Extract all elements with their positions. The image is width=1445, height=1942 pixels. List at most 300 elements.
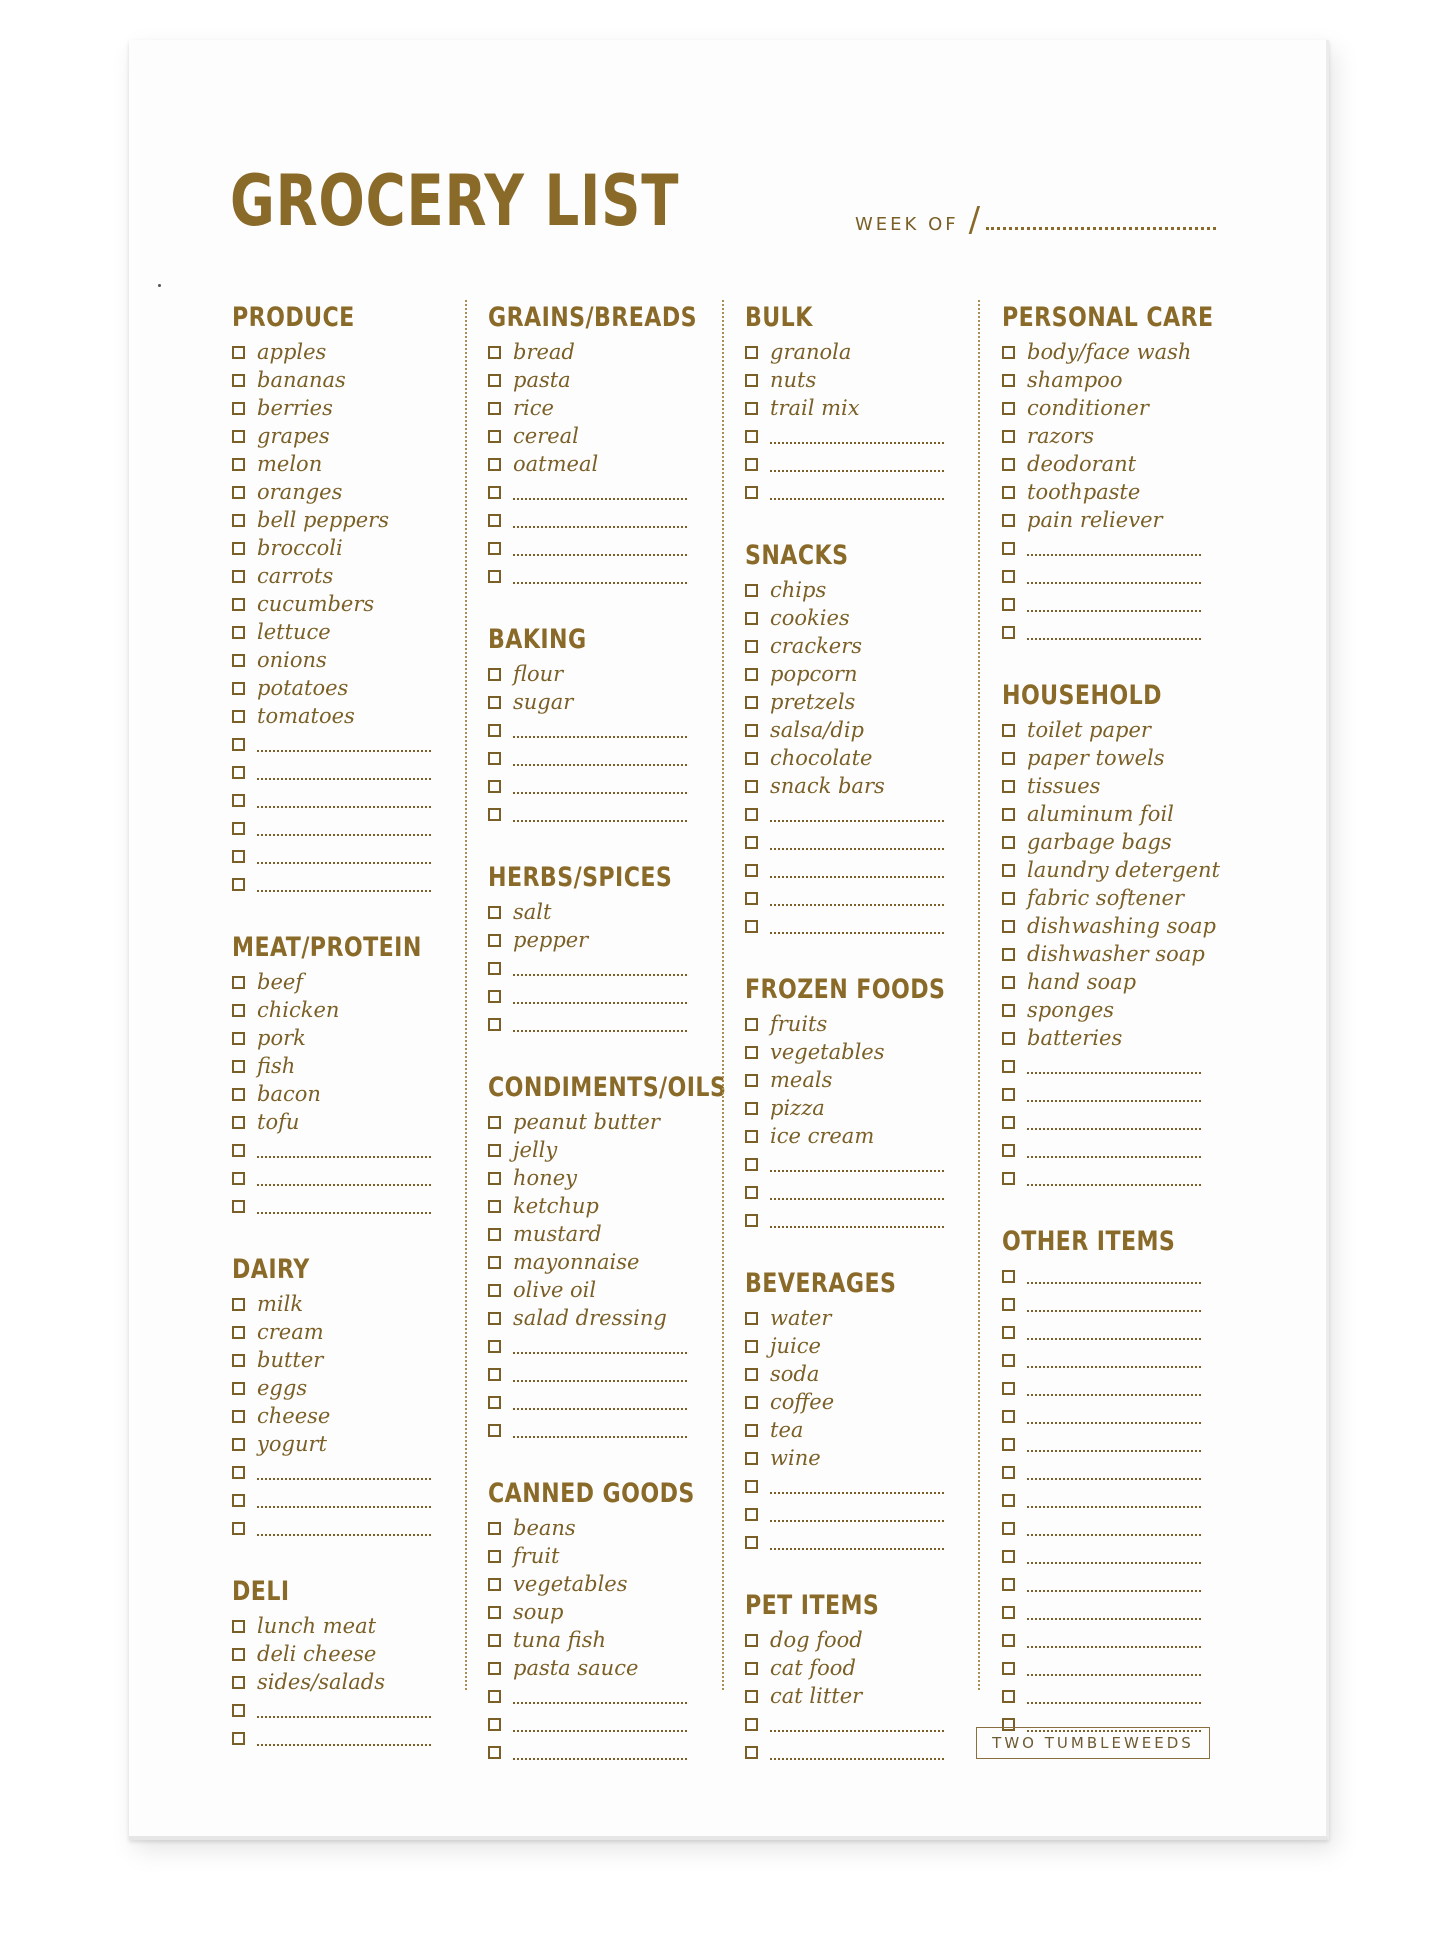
checkbox[interactable] (232, 766, 245, 779)
checkbox[interactable] (488, 1340, 501, 1353)
checkbox[interactable] (1002, 1060, 1015, 1073)
checkbox[interactable] (1002, 458, 1015, 471)
blank-line[interactable] (513, 1688, 687, 1704)
checkbox[interactable] (745, 1662, 758, 1675)
checkbox[interactable] (232, 430, 245, 443)
checkbox[interactable] (1002, 542, 1015, 555)
item-label: butter (257, 1348, 324, 1372)
checkbox[interactable] (745, 1018, 758, 1031)
checkbox[interactable] (232, 1060, 245, 1073)
checkbox[interactable] (488, 668, 501, 681)
section-title: PRODUCE (232, 302, 355, 333)
item-label: honey (513, 1166, 577, 1190)
list-item (745, 1122, 955, 1150)
blank-line[interactable] (257, 1142, 431, 1158)
blank-item (745, 1206, 955, 1234)
blank-line[interactable] (1027, 1492, 1201, 1508)
blank-line[interactable] (1027, 1058, 1201, 1074)
blank-line[interactable] (1027, 1324, 1201, 1340)
checkbox[interactable] (1002, 598, 1015, 611)
checkbox[interactable] (745, 752, 758, 765)
checkbox[interactable] (488, 1606, 501, 1619)
checkbox[interactable] (488, 780, 501, 793)
checkbox[interactable] (1002, 1144, 1015, 1157)
checkbox[interactable] (1002, 1690, 1015, 1703)
checkbox[interactable] (745, 1690, 758, 1703)
blank-item (488, 1010, 698, 1038)
blank-line[interactable] (1027, 1352, 1201, 1368)
blank-line[interactable] (770, 1744, 944, 1760)
blank-line[interactable] (513, 806, 687, 822)
item-label: bread (513, 340, 575, 364)
checkbox[interactable] (1002, 514, 1015, 527)
blank-line[interactable] (1027, 1576, 1201, 1592)
blank-line[interactable] (1027, 1268, 1201, 1284)
checkbox[interactable] (1002, 1326, 1015, 1339)
section-title: HOUSEHOLD (1002, 680, 1162, 711)
item-label: juice (770, 1334, 821, 1358)
blank-line[interactable] (770, 834, 944, 850)
checkbox[interactable] (488, 1718, 501, 1731)
checkbox[interactable] (232, 346, 245, 359)
checkbox[interactable] (488, 990, 501, 1003)
blank-line[interactable] (770, 1184, 944, 1200)
checkbox[interactable] (488, 1312, 501, 1325)
checkbox[interactable] (488, 752, 501, 765)
checkbox[interactable] (745, 1046, 758, 1059)
blank-line[interactable] (770, 806, 944, 822)
checkbox[interactable] (232, 570, 245, 583)
checkbox[interactable] (1002, 1550, 1015, 1563)
checkbox[interactable] (232, 1200, 245, 1213)
checkbox[interactable] (745, 612, 758, 625)
blank-item (1002, 1486, 1212, 1514)
checkbox[interactable] (1002, 626, 1015, 639)
blank-line[interactable] (513, 722, 687, 738)
checkbox[interactable] (488, 934, 501, 947)
checkbox[interactable] (1002, 752, 1015, 765)
blank-line[interactable] (513, 1422, 687, 1438)
item-label: hand soap (1027, 970, 1137, 994)
checkbox[interactable] (232, 1326, 245, 1339)
checkbox[interactable] (232, 654, 245, 667)
blank-line[interactable] (1027, 1604, 1201, 1620)
checkbox[interactable] (745, 668, 758, 681)
item-label: tuna fish (513, 1628, 606, 1652)
checkbox[interactable] (232, 598, 245, 611)
blank-line[interactable] (770, 428, 944, 444)
checkbox[interactable] (488, 402, 501, 415)
checkbox[interactable] (1002, 976, 1015, 989)
blank-line[interactable] (1027, 1296, 1201, 1312)
checkbox[interactable] (232, 1494, 245, 1507)
checkbox[interactable] (488, 1200, 501, 1213)
checkbox[interactable] (745, 1186, 758, 1199)
checkbox[interactable] (232, 1466, 245, 1479)
checkbox[interactable] (488, 1662, 501, 1675)
checkbox[interactable] (488, 486, 501, 499)
blank-line[interactable] (770, 1506, 944, 1522)
blank-line[interactable] (1027, 1660, 1201, 1676)
checkbox[interactable] (1002, 1382, 1015, 1395)
checkbox[interactable] (745, 584, 758, 597)
list-item (488, 1654, 698, 1682)
checkbox[interactable] (1002, 1606, 1015, 1619)
checkbox[interactable] (232, 626, 245, 639)
checkbox[interactable] (745, 346, 758, 359)
checkbox[interactable] (1002, 1522, 1015, 1535)
list-item (488, 338, 698, 366)
checkbox[interactable] (745, 486, 758, 499)
checkbox[interactable] (1002, 1466, 1015, 1479)
checkbox[interactable] (232, 1382, 245, 1395)
checkbox[interactable] (1002, 1004, 1015, 1017)
checkbox[interactable] (232, 850, 245, 863)
blank-line[interactable] (513, 1366, 687, 1382)
blank-line[interactable] (257, 848, 431, 864)
checkbox[interactable] (1002, 402, 1015, 415)
checkbox[interactable] (232, 822, 245, 835)
blank-line[interactable] (257, 1170, 431, 1186)
checkbox[interactable] (1002, 808, 1015, 821)
checkbox[interactable] (1002, 1270, 1015, 1283)
checkbox[interactable] (488, 542, 501, 555)
blank-line[interactable] (257, 820, 431, 836)
item-label: pork (257, 1026, 306, 1050)
checkbox[interactable] (745, 640, 758, 653)
blank-line[interactable] (770, 1534, 944, 1550)
checkbox[interactable] (232, 682, 245, 695)
checkbox[interactable] (745, 1074, 758, 1087)
blank-item (745, 1528, 955, 1556)
checkbox[interactable] (1002, 1172, 1015, 1185)
blank-line[interactable] (257, 1492, 431, 1508)
checkbox[interactable] (745, 1102, 758, 1115)
checkbox[interactable] (1002, 1354, 1015, 1367)
item-label: onions (257, 648, 327, 672)
checkbox[interactable] (232, 542, 245, 555)
blank-line[interactable] (770, 484, 944, 500)
checkbox[interactable] (488, 514, 501, 527)
list-item (232, 968, 442, 996)
checkbox[interactable] (1002, 780, 1015, 793)
checkbox[interactable] (232, 1648, 245, 1661)
section-grains-breads (488, 300, 698, 590)
blank-line[interactable] (257, 764, 431, 780)
checkbox[interactable] (745, 780, 758, 793)
checkbox[interactable] (1002, 864, 1015, 877)
blank-line[interactable] (1027, 624, 1201, 640)
blank-line[interactable] (1027, 1170, 1201, 1186)
item-label: fruit (513, 1544, 560, 1568)
blank-line[interactable] (513, 512, 687, 528)
checkbox[interactable] (745, 1312, 758, 1325)
checkbox[interactable] (232, 1004, 245, 1017)
blank-line[interactable] (1027, 1520, 1201, 1536)
list-item (232, 996, 442, 1024)
list-item (488, 898, 698, 926)
checkbox[interactable] (745, 1158, 758, 1171)
checkbox[interactable] (1002, 1032, 1015, 1045)
checkbox[interactable] (488, 1144, 501, 1157)
checkbox[interactable] (745, 808, 758, 821)
checkbox[interactable] (232, 1032, 245, 1045)
section-title: BULK (745, 302, 813, 333)
checkbox[interactable] (1002, 1298, 1015, 1311)
blank-line[interactable] (770, 890, 944, 906)
blank-line[interactable] (770, 1478, 944, 1494)
checkbox[interactable] (232, 710, 245, 723)
checkbox[interactable] (488, 1550, 501, 1563)
checkbox[interactable] (488, 1284, 501, 1297)
week-of-field[interactable] (855, 200, 1216, 240)
checkbox[interactable] (232, 738, 245, 751)
checkbox[interactable] (488, 346, 501, 359)
checkbox[interactable] (1002, 1116, 1015, 1129)
blank-line[interactable] (1027, 1380, 1201, 1396)
checkbox[interactable] (745, 1368, 758, 1381)
checkbox[interactable] (1002, 486, 1015, 499)
blank-line[interactable] (257, 1198, 431, 1214)
checkbox[interactable] (232, 1298, 245, 1311)
checkbox[interactable] (232, 1704, 245, 1717)
checkbox[interactable] (745, 892, 758, 905)
list-item (488, 1276, 698, 1304)
checkbox[interactable] (488, 696, 501, 709)
checkbox[interactable] (488, 458, 501, 471)
blank-line[interactable] (513, 1338, 687, 1354)
section-bulk (745, 300, 955, 506)
item-label: chips (770, 578, 827, 602)
list-item (745, 1094, 955, 1122)
checkbox[interactable] (232, 1144, 245, 1157)
blank-line[interactable] (770, 1156, 944, 1172)
list-item (488, 1164, 698, 1192)
list-item (488, 926, 698, 954)
blank-line[interactable] (770, 918, 944, 934)
checkbox[interactable] (488, 906, 501, 919)
checkbox[interactable] (1002, 1494, 1015, 1507)
checkbox[interactable] (1002, 1578, 1015, 1591)
checkbox[interactable] (745, 1480, 758, 1493)
checkbox[interactable] (232, 1620, 245, 1633)
checkbox[interactable] (488, 1396, 501, 1409)
checkbox[interactable] (232, 878, 245, 891)
blank-line[interactable] (770, 1716, 944, 1732)
checkbox[interactable] (232, 1354, 245, 1367)
checkbox[interactable] (488, 962, 501, 975)
checkbox[interactable] (1002, 430, 1015, 443)
item-label: granola (770, 340, 852, 364)
checkbox[interactable] (1002, 892, 1015, 905)
item-label: razors (1027, 424, 1095, 448)
blank-item (745, 884, 955, 912)
blank-item (745, 856, 955, 884)
blank-line[interactable] (257, 1702, 431, 1718)
checkbox[interactable] (1002, 1438, 1015, 1451)
blank-line[interactable] (1027, 1548, 1201, 1564)
checkbox[interactable] (488, 1424, 501, 1437)
checkbox[interactable] (488, 374, 501, 387)
blank-line[interactable] (513, 1744, 687, 1760)
checkbox[interactable] (1002, 836, 1015, 849)
checkbox[interactable] (745, 1396, 758, 1409)
checkbox[interactable] (745, 1452, 758, 1465)
blank-item (232, 1486, 442, 1514)
blank-line[interactable] (1027, 1436, 1201, 1452)
blank-line[interactable] (257, 876, 431, 892)
checkbox[interactable] (1002, 1634, 1015, 1647)
checkbox[interactable] (745, 402, 758, 415)
blank-line[interactable] (257, 1464, 431, 1480)
blank-item (1002, 1136, 1212, 1164)
blank-line[interactable] (513, 568, 687, 584)
checkbox[interactable] (745, 724, 758, 737)
checkbox[interactable] (232, 1116, 245, 1129)
blank-line[interactable] (1027, 1142, 1201, 1158)
blank-line[interactable] (770, 862, 944, 878)
checkbox[interactable] (232, 1732, 245, 1745)
checkbox[interactable] (1002, 1410, 1015, 1423)
list-item (232, 338, 442, 366)
checkbox[interactable] (232, 976, 245, 989)
checkbox[interactable] (1002, 1662, 1015, 1675)
checkbox[interactable] (1002, 374, 1015, 387)
checkbox[interactable] (232, 458, 245, 471)
blank-line[interactable] (513, 778, 687, 794)
checkbox[interactable] (232, 1172, 245, 1185)
checkbox[interactable] (745, 836, 758, 849)
checkbox[interactable] (232, 1438, 245, 1451)
checkbox[interactable] (232, 374, 245, 387)
item-label: salad dressing (513, 1306, 667, 1330)
blank-line[interactable] (1027, 596, 1201, 612)
checkbox[interactable] (488, 1634, 501, 1647)
blank-line[interactable] (770, 1212, 944, 1228)
blank-line[interactable] (1027, 1114, 1201, 1130)
checkbox[interactable] (745, 458, 758, 471)
blank-line[interactable] (770, 456, 944, 472)
checkbox[interactable] (745, 864, 758, 877)
item-label: cream (257, 1320, 324, 1344)
checkbox[interactable] (488, 1018, 501, 1031)
blank-line[interactable] (513, 960, 687, 976)
checkbox[interactable] (745, 1536, 758, 1549)
list-item (232, 1430, 442, 1458)
item-label: pizza (770, 1096, 825, 1120)
checkbox[interactable] (745, 1718, 758, 1731)
checkbox[interactable] (232, 486, 245, 499)
blank-line[interactable] (257, 792, 431, 808)
checkbox[interactable] (745, 1424, 758, 1437)
checkbox[interactable] (1002, 920, 1015, 933)
checkbox[interactable] (745, 1340, 758, 1353)
checkbox[interactable] (745, 1130, 758, 1143)
blank-line[interactable] (513, 1716, 687, 1732)
blank-line[interactable] (1027, 1464, 1201, 1480)
list-item (1002, 884, 1212, 912)
blank-line[interactable] (513, 1016, 687, 1032)
checkbox[interactable] (488, 724, 501, 737)
checkbox[interactable] (488, 1578, 501, 1591)
blank-item (745, 912, 955, 940)
checkbox[interactable] (745, 1214, 758, 1227)
checkbox[interactable] (745, 696, 758, 709)
checkbox[interactable] (232, 1088, 245, 1101)
blank-line[interactable] (513, 484, 687, 500)
blank-item (488, 478, 698, 506)
item-label: sides/salads (257, 1670, 385, 1694)
checkbox[interactable] (745, 1634, 758, 1647)
checkbox[interactable] (488, 1368, 501, 1381)
blank-line[interactable] (513, 1394, 687, 1410)
checkbox[interactable] (1002, 346, 1015, 359)
item-label: bell peppers (257, 508, 389, 532)
blank-line[interactable] (513, 750, 687, 766)
blank-line[interactable] (257, 1730, 431, 1746)
checkbox[interactable] (745, 430, 758, 443)
blank-line[interactable] (1027, 1632, 1201, 1648)
blank-line[interactable] (513, 540, 687, 556)
checkbox[interactable] (1002, 724, 1015, 737)
blank-line[interactable] (1027, 1086, 1201, 1102)
item-label: berries (257, 396, 333, 420)
blank-line[interactable] (1027, 540, 1201, 556)
checkbox[interactable] (488, 1172, 501, 1185)
checkbox[interactable] (232, 1522, 245, 1535)
checkbox[interactable] (745, 374, 758, 387)
item-label: melon (257, 452, 323, 476)
checkbox[interactable] (488, 570, 501, 583)
checkbox[interactable] (232, 514, 245, 527)
checkbox[interactable] (232, 1410, 245, 1423)
blank-item (488, 1682, 698, 1710)
week-of-blank-line[interactable] (986, 225, 1216, 230)
blank-item (232, 758, 442, 786)
checkbox[interactable] (488, 1256, 501, 1269)
list-item (232, 422, 442, 450)
checkbox[interactable] (745, 920, 758, 933)
blank-line[interactable] (1027, 1408, 1201, 1424)
checkbox[interactable] (745, 1746, 758, 1759)
blank-line[interactable] (257, 736, 431, 752)
checkbox[interactable] (1002, 948, 1015, 961)
checkbox[interactable] (488, 1746, 501, 1759)
list-item (1002, 996, 1212, 1024)
blank-item (488, 716, 698, 744)
checkbox[interactable] (1002, 570, 1015, 583)
blank-item (1002, 1262, 1212, 1290)
blank-line[interactable] (1027, 568, 1201, 584)
checkbox[interactable] (232, 1676, 245, 1689)
checkbox[interactable] (232, 402, 245, 415)
blank-item (1002, 1318, 1212, 1346)
checkbox[interactable] (745, 1508, 758, 1521)
blank-line[interactable] (257, 1520, 431, 1536)
checkbox[interactable] (488, 808, 501, 821)
checkbox[interactable] (232, 794, 245, 807)
checkbox[interactable] (1002, 1088, 1015, 1101)
checkbox[interactable] (488, 430, 501, 443)
item-label: cat litter (770, 1684, 863, 1708)
checkbox[interactable] (488, 1522, 501, 1535)
checkbox[interactable] (488, 1690, 501, 1703)
checkbox[interactable] (488, 1228, 501, 1241)
blank-line[interactable] (513, 988, 687, 1004)
section-herbs-spices (488, 860, 698, 1038)
checkbox[interactable] (488, 1116, 501, 1129)
blank-line[interactable] (1027, 1688, 1201, 1704)
